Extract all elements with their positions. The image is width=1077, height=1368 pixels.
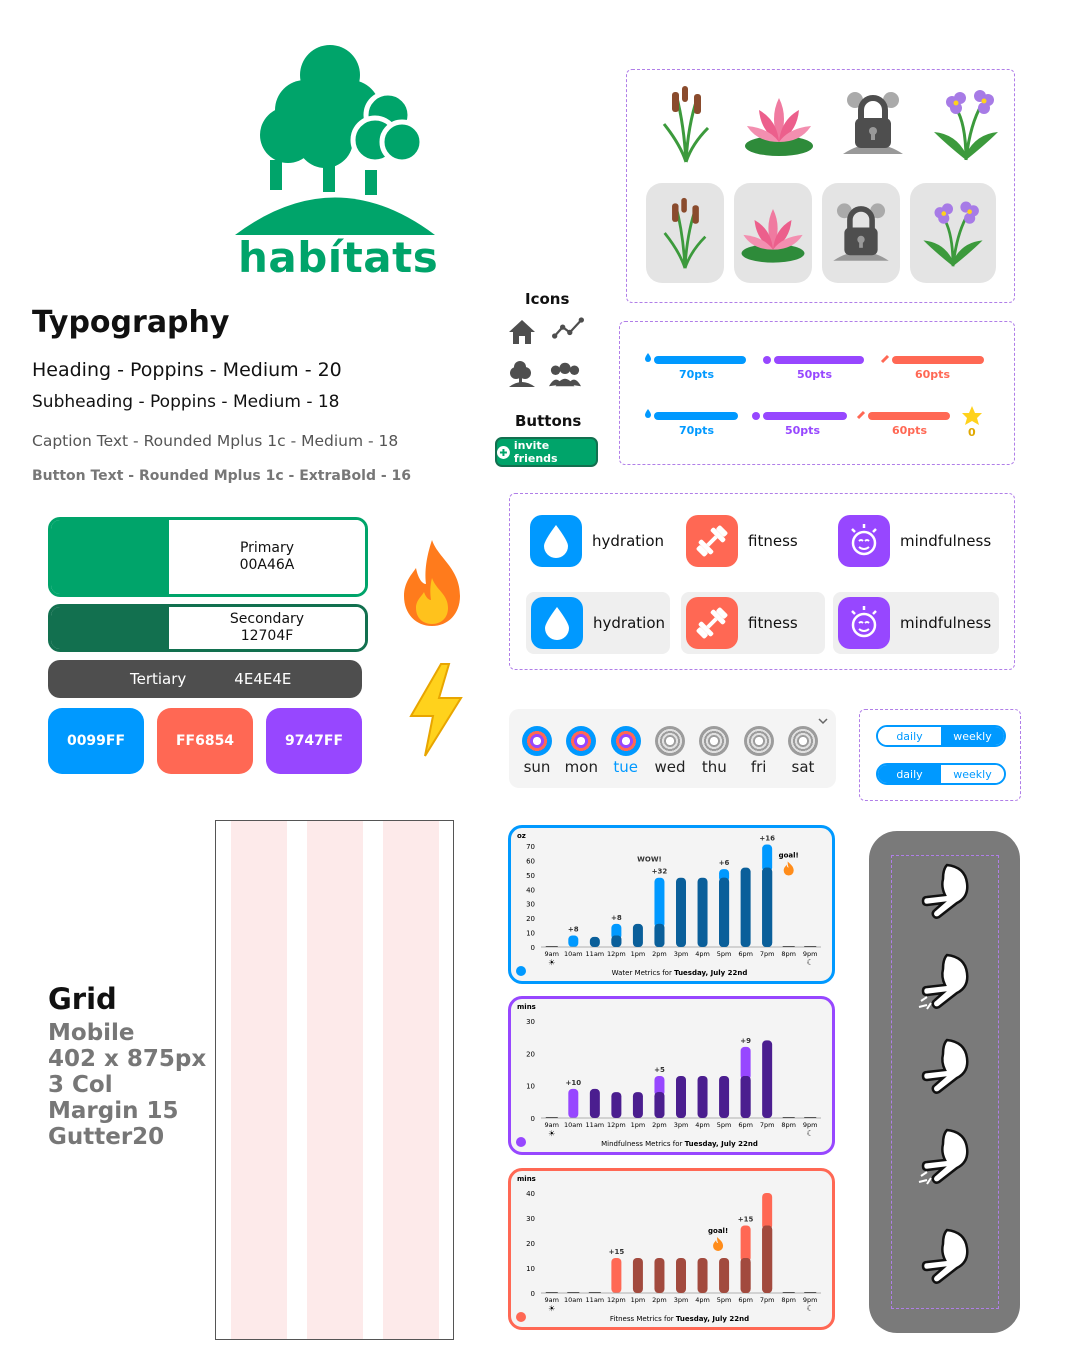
mind-icon <box>763 356 771 364</box>
water-drop-icon <box>645 353 651 362</box>
moon-icon: ☾ <box>806 958 814 967</box>
fire-icon <box>398 538 466 628</box>
y-tick-label: 50 <box>526 871 535 880</box>
category-fitness[interactable] <box>686 514 826 568</box>
category-icon <box>531 597 583 649</box>
tap-gesture-icon <box>917 861 973 925</box>
y-tick-label: 20 <box>526 1240 535 1248</box>
y-tick-label: 10 <box>526 1265 535 1273</box>
primary-name: Primary <box>239 539 295 556</box>
y-tick-label: 60 <box>526 857 535 866</box>
home-icon[interactable] <box>506 316 538 348</box>
points-bar-water <box>654 356 746 364</box>
toggle-option-daily[interactable]: daily <box>878 765 941 783</box>
category-mindfulness[interactable] <box>833 592 999 654</box>
bar-added[interactable] <box>611 1258 621 1293</box>
y-tick-label: 70 <box>526 843 535 851</box>
plants-row <box>646 84 1006 164</box>
y-axis-label: mins <box>517 1175 536 1183</box>
category-icon <box>838 515 890 567</box>
logo <box>230 30 440 280</box>
secondary-name: Secondary <box>229 610 305 627</box>
y-tick-label: 40 <box>526 1190 535 1198</box>
typography-title: Typography <box>32 305 230 340</box>
tertiary-swatch <box>48 660 362 698</box>
secondary-swatch <box>48 604 368 652</box>
progress-ring <box>655 726 685 756</box>
bar-annotation: +16 <box>759 834 775 843</box>
tap-gesture-icon <box>917 1226 973 1290</box>
points-label: 50pts <box>785 424 820 437</box>
x-tick-label: 9am <box>544 1121 559 1129</box>
plant-item[interactable] <box>646 84 726 164</box>
category-hydration[interactable] <box>526 592 670 654</box>
bar-annotation: +15 <box>737 1215 754 1224</box>
buttons-title: Buttons <box>515 412 582 430</box>
x-tick-label: 5pm <box>716 950 732 958</box>
caption-sample: Caption Text - Rounded Mplus 1c - Medium - 18 <box>32 432 399 450</box>
category-icon <box>686 515 738 567</box>
y-tick-label: 10 <box>526 929 535 938</box>
category-hydration[interactable] <box>530 514 670 568</box>
accent-swatch-blue <box>48 708 144 774</box>
tap-gesture-icon <box>917 1126 973 1190</box>
category-label: mindfulness <box>900 614 992 632</box>
smiley-sun-icon <box>845 522 883 560</box>
plant-tile[interactable] <box>734 183 812 283</box>
bar-annotation: +32 <box>651 867 668 876</box>
category-label: fitness <box>748 614 798 632</box>
x-tick-label: 6pm <box>738 1296 753 1304</box>
toggle-option-daily[interactable]: daily <box>878 727 941 745</box>
x-tick-label: 9pm <box>802 1296 818 1304</box>
moon-icon: ☾ <box>806 1304 814 1313</box>
bar-base[interactable] <box>633 924 643 947</box>
bar-added[interactable] <box>762 1193 772 1230</box>
x-tick-label: 6pm <box>738 950 753 958</box>
day-tue[interactable] <box>604 726 648 776</box>
goal-label: goal! <box>778 851 799 860</box>
heading-sample: Heading - Poppins - Medium - 20 <box>32 359 342 381</box>
violet-plant-icon <box>926 84 1006 164</box>
cattail-plant-icon <box>646 84 726 164</box>
points-bar-water <box>654 412 738 420</box>
tree-icon[interactable] <box>506 358 538 390</box>
bar-base[interactable] <box>654 1258 664 1293</box>
accent-hex: FF6854 <box>175 733 235 749</box>
bar-base[interactable] <box>654 924 664 947</box>
points-label: 70pts <box>679 368 714 381</box>
y-tick-label: 30 <box>526 900 535 909</box>
bar-added[interactable] <box>568 935 578 947</box>
plant-tile[interactable] <box>646 183 724 283</box>
lock-icon <box>833 84 913 164</box>
category-corner-icon <box>516 1137 526 1147</box>
bar-chart <box>511 828 832 981</box>
chart-caption: Fitness Metrics for Tuesday, July 22nd <box>609 1315 750 1323</box>
x-tick-label: 3pm <box>673 1121 689 1129</box>
x-tick-label: 5pm <box>716 1121 732 1129</box>
points-label: 0 <box>968 426 976 439</box>
bar-base[interactable] <box>633 1258 643 1293</box>
bar-added[interactable] <box>654 878 664 928</box>
grid-spec-cols: 3 Col <box>48 1072 113 1098</box>
x-tick-label: 1pm <box>630 1121 646 1129</box>
points-bar-mind <box>774 356 864 364</box>
lock-icon <box>824 196 898 270</box>
fire-icon <box>713 1237 723 1251</box>
bar-annotation: +8 <box>567 925 579 934</box>
lotus-plant-icon <box>736 196 810 270</box>
x-tick-label: 10am <box>564 1121 583 1129</box>
x-tick-label: 7pm <box>759 950 775 958</box>
x-tick-label: 9pm <box>802 950 818 958</box>
grid-preview <box>215 820 454 1340</box>
day-sat[interactable] <box>781 726 825 776</box>
bar-chart <box>511 1171 832 1327</box>
day-label: thu <box>701 758 727 776</box>
x-tick-label: 12pm <box>607 1296 626 1304</box>
sun-icon: ☀ <box>548 1129 556 1138</box>
bar-base[interactable] <box>762 868 772 947</box>
metrics-chart-card[interactable] <box>508 996 835 1155</box>
day-label: sat <box>791 758 815 776</box>
category-row <box>530 514 1000 568</box>
accent-swatch-purple <box>266 708 362 774</box>
charts <box>508 825 835 1330</box>
metrics-chart-card[interactable] <box>508 1168 835 1330</box>
y-tick-label: 40 <box>526 886 535 895</box>
plant-item[interactable] <box>739 84 819 164</box>
smiley-sun-icon <box>845 604 883 642</box>
x-tick-label: 4pm <box>695 950 710 958</box>
x-tick-label: 5pm <box>716 1296 732 1304</box>
button-text-sample: Button Text - Rounded Mplus 1c - ExtraBold - 16 <box>32 468 412 484</box>
bar-base[interactable] <box>611 1092 621 1118</box>
bar-base[interactable] <box>676 878 686 947</box>
chevron-down-icon[interactable] <box>818 717 828 725</box>
dumbbell-icon <box>858 412 864 418</box>
category-icon <box>530 515 582 567</box>
category-label: hydration <box>593 614 665 632</box>
progress-ring <box>522 726 552 756</box>
bar-added[interactable] <box>568 1089 578 1118</box>
bar-base[interactable] <box>590 1089 600 1118</box>
plus-circle-icon <box>497 446 510 459</box>
y-tick-label: 30 <box>526 1018 535 1026</box>
bar-annotation: +8 <box>611 913 622 922</box>
category-label: mindfulness <box>900 532 992 550</box>
grid-column <box>231 821 287 1339</box>
bar-base[interactable] <box>633 1092 643 1118</box>
invite-friends-label: invite friends <box>513 439 558 465</box>
x-tick-label: 4pm <box>695 1296 710 1304</box>
x-tick-label: 8pm <box>781 1296 796 1304</box>
x-tick-label: 8pm <box>781 1121 796 1129</box>
x-tick-label: 9am <box>544 950 559 958</box>
grid-spec-device: Mobile <box>48 1020 135 1046</box>
bar-annotation: WOW! <box>637 855 662 864</box>
category-icon <box>686 597 738 649</box>
y-tick-label: 10 <box>526 1082 535 1091</box>
points-label: 60pts <box>915 368 950 381</box>
x-tick-label: 11am <box>585 950 605 958</box>
category-mindfulness[interactable] <box>838 514 998 568</box>
bar-annotation: +6 <box>718 859 730 868</box>
bar-base[interactable] <box>698 1076 708 1118</box>
x-tick-label: 1pm <box>630 1296 646 1304</box>
y-tick-label: 20 <box>526 915 535 924</box>
x-tick-label: 7pm <box>759 1121 775 1129</box>
x-tick-label: 12pm <box>607 950 626 958</box>
day-label: tue <box>613 758 638 776</box>
bar-base[interactable] <box>762 1226 772 1294</box>
bar-base[interactable] <box>698 878 708 947</box>
grid-spec-size: 402 x 875px <box>48 1046 207 1072</box>
day-label: wed <box>654 758 686 776</box>
mind-icon <box>752 412 760 420</box>
bar-annotation: +9 <box>740 1036 751 1045</box>
day-label: sun <box>523 758 551 776</box>
x-tick-label: 9am <box>544 1296 559 1304</box>
x-tick-label: 9pm <box>802 1121 818 1129</box>
lotus-plant-icon <box>739 84 819 164</box>
violet-plant-icon <box>916 196 990 270</box>
progress-ring <box>744 726 774 756</box>
grid-column <box>383 821 439 1339</box>
logo-wordmark: habítats <box>238 233 439 282</box>
x-tick-label: 3pm <box>673 950 689 958</box>
x-tick-label: 11am <box>585 1296 605 1304</box>
bar-chart <box>511 999 832 1152</box>
grid-spec-margin: Margin 15 <box>48 1098 179 1124</box>
plant-item[interactable] <box>926 84 1006 164</box>
grid-column <box>307 821 363 1339</box>
tap-gestures-panel <box>869 831 1020 1333</box>
bar-base[interactable] <box>719 1258 729 1293</box>
trees-on-hill-icon <box>230 30 440 240</box>
x-tick-label: 6pm <box>738 1121 753 1129</box>
tap-gesture-icon <box>917 1036 973 1100</box>
x-tick-label: 3pm <box>673 1296 689 1304</box>
points-bar-fit <box>892 356 984 364</box>
bar-base[interactable] <box>719 878 729 947</box>
subheading-sample: Subheading - Poppins - Medium - 18 <box>32 392 340 412</box>
days-row <box>515 726 825 776</box>
progress-ring <box>788 726 818 756</box>
x-tick-label: 10am <box>564 1296 583 1304</box>
fire-icon <box>784 862 794 876</box>
points-bar-fit <box>868 412 950 420</box>
day-sun[interactable] <box>515 726 559 776</box>
y-axis-label: mins <box>517 1003 536 1011</box>
tertiary-name: Tertiary <box>130 670 187 688</box>
day-thu[interactable] <box>692 726 736 776</box>
primary-swatch <box>48 517 368 597</box>
sun-icon: ☀ <box>548 1304 556 1313</box>
bar-base[interactable] <box>741 868 751 947</box>
group-icon[interactable] <box>549 358 581 390</box>
points-label: 60pts <box>892 424 927 437</box>
dumbbell-icon <box>693 604 731 642</box>
secondary-hex: 12704F <box>240 628 294 644</box>
bar-base[interactable] <box>741 1076 751 1118</box>
x-tick-label: 12pm <box>607 1121 626 1129</box>
toggle-option-weekly[interactable]: weekly <box>941 727 1004 745</box>
invite-friends-button[interactable] <box>495 437 598 467</box>
accent-hex: 9747FF <box>284 733 344 749</box>
x-tick-label: 2pm <box>652 1121 667 1129</box>
points-label: 70pts <box>679 424 714 437</box>
plant-tile[interactable] <box>910 183 996 283</box>
x-tick-label: 2pm <box>652 1296 667 1304</box>
bar-base[interactable] <box>611 935 621 947</box>
points-label: 50pts <box>797 368 832 381</box>
points-bars <box>636 340 1008 450</box>
x-tick-label: 4pm <box>695 1121 710 1129</box>
bar-added[interactable] <box>741 1226 751 1263</box>
day-label: mon <box>564 758 598 776</box>
bar-base[interactable] <box>741 1258 751 1293</box>
day-wed[interactable] <box>648 726 692 776</box>
plant-tile[interactable] <box>822 183 900 283</box>
sun-icon: ☀ <box>548 958 556 967</box>
daily-weekly-toggle[interactable] <box>876 763 1006 785</box>
y-axis-label: oz <box>517 832 526 840</box>
progress-ring <box>611 726 641 756</box>
bar-annotation: +10 <box>565 1078 582 1087</box>
x-tick-label: 11am <box>585 1121 605 1129</box>
plant-item[interactable] <box>833 84 913 164</box>
goal-label: goal! <box>708 1227 729 1235</box>
bar-annotation: +15 <box>608 1248 625 1256</box>
bar-annotation: +5 <box>654 1065 665 1074</box>
plants-tiles-row <box>646 183 996 287</box>
category-corner-icon <box>516 1312 526 1322</box>
bar-base[interactable] <box>762 1040 772 1118</box>
lightning-icon <box>405 662 465 758</box>
y-tick-label: 0 <box>530 944 535 952</box>
category-row-selected <box>526 592 1000 654</box>
day-fri[interactable] <box>737 726 781 776</box>
daily-weekly-toggle[interactable] <box>876 725 1006 747</box>
cattail-plant-icon <box>648 196 722 270</box>
dumbbell-icon <box>882 356 888 362</box>
water-drop-icon <box>542 605 572 641</box>
category-label: fitness <box>748 532 798 550</box>
accent-swatch-coral <box>157 708 253 774</box>
category-fitness[interactable] <box>681 592 825 654</box>
water-drop-icon <box>645 409 651 418</box>
toggle-option-weekly[interactable]: weekly <box>941 765 1004 783</box>
primary-hex: 00A46A <box>239 557 295 573</box>
icons-title: Icons <box>525 290 570 308</box>
x-tick-label: 2pm <box>652 950 667 958</box>
grid-spec-gutter: Gutter20 <box>48 1124 165 1150</box>
x-tick-label: 1pm <box>630 950 646 958</box>
x-tick-label: 10am <box>564 950 583 958</box>
bar-added[interactable] <box>762 845 772 872</box>
chart-caption: Mindfulness Metrics for Tuesday, July 22nd <box>601 1140 758 1148</box>
grid-title: Grid <box>48 982 117 1016</box>
bar-base[interactable] <box>719 1076 729 1118</box>
category-icon <box>838 597 890 649</box>
metrics-chart-card[interactable] <box>508 825 835 984</box>
bar-base[interactable] <box>676 1258 686 1293</box>
bar-base[interactable] <box>698 1258 708 1293</box>
dumbbell-icon <box>693 522 731 560</box>
x-tick-label: 8pm <box>781 950 796 958</box>
y-tick-label: 0 <box>530 1115 535 1123</box>
bar-base[interactable] <box>590 937 600 947</box>
trend-line-icon[interactable] <box>552 312 584 344</box>
water-drop-icon <box>541 523 571 559</box>
week-selector <box>509 709 836 788</box>
tertiary-hex: 4E4E4E <box>234 670 292 688</box>
progress-ring <box>699 726 729 756</box>
category-corner-icon <box>516 966 526 976</box>
star-icon <box>962 406 982 425</box>
bar-added[interactable] <box>741 1047 751 1080</box>
bar-base[interactable] <box>654 1092 664 1118</box>
bar-base[interactable] <box>676 1076 686 1118</box>
y-tick-label: 30 <box>526 1215 535 1223</box>
accent-hex: 0099FF <box>66 733 126 749</box>
moon-icon: ☾ <box>806 1129 814 1138</box>
tap-gesture-icon <box>917 951 973 1015</box>
category-label: hydration <box>592 532 664 550</box>
points-bar-mind <box>763 412 847 420</box>
x-tick-label: 7pm <box>759 1296 775 1304</box>
chart-caption: Water Metrics for Tuesday, July 22nd <box>611 969 748 977</box>
y-tick-label: 0 <box>530 1290 535 1298</box>
y-tick-label: 20 <box>526 1050 535 1059</box>
day-mon[interactable] <box>559 726 603 776</box>
toggles <box>876 725 1006 785</box>
progress-ring <box>566 726 596 756</box>
day-label: fri <box>750 758 767 776</box>
